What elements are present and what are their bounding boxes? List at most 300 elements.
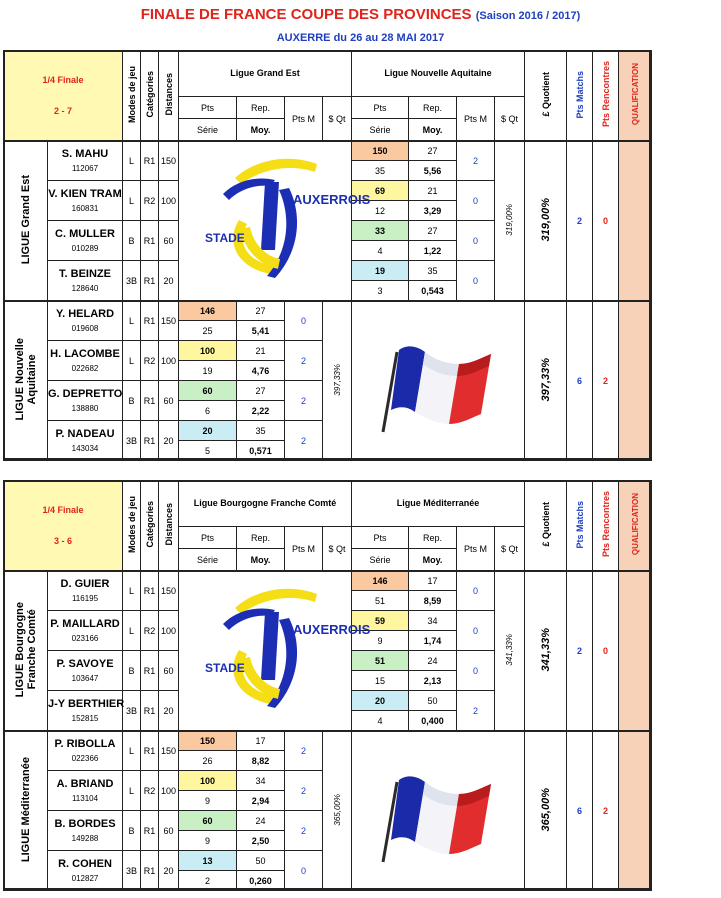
serie-value: 9 (204, 835, 210, 846)
category-cell (141, 261, 159, 301)
category-cell (141, 811, 159, 851)
mode-value: B (128, 395, 135, 406)
player-name: A. BRIAND (56, 778, 114, 790)
match-points-cell (457, 141, 495, 181)
qualification-header-text: QUALIFICATION (630, 493, 640, 556)
qualification-cell (619, 731, 652, 891)
average-cell (237, 401, 285, 421)
mode-value: B (128, 665, 135, 676)
pts-header-text: Pts (200, 532, 214, 543)
serie-cell (352, 241, 409, 261)
logo-cell (179, 571, 371, 731)
player-name: R. COHEN (58, 858, 112, 870)
average-value: 1,22 (423, 245, 442, 256)
sq-value: 397,33% (332, 363, 342, 396)
reprises-cell (409, 691, 457, 711)
quotient-value: 341,33% (539, 627, 552, 672)
average-value: 0,543 (421, 285, 444, 296)
player-cell (48, 221, 123, 261)
points-cell (179, 381, 237, 401)
player-name: D. GUIER (60, 578, 110, 590)
pts-rencontres-header (593, 481, 619, 571)
distance-cell (159, 851, 179, 891)
reprises-value: 24 (427, 655, 438, 666)
pts-header-b (352, 527, 409, 549)
player-name: P. RIBOLLA (54, 738, 116, 750)
match-points-cell (285, 851, 323, 891)
pts-matchs-value: 2 (577, 645, 583, 656)
rep-header-a (237, 527, 285, 549)
player-license: 116195 (71, 594, 99, 603)
team-side-label-line2: Aquitaine (25, 354, 38, 405)
distance-cell (159, 301, 179, 341)
category-value: R2 (143, 625, 156, 636)
match-points-value: 2 (473, 705, 479, 716)
distance-value: 100 (160, 195, 177, 206)
round-label (4, 51, 123, 141)
pts-m-header-a (285, 527, 323, 571)
mode-cell (123, 611, 141, 651)
match-points-value: 2 (300, 745, 306, 756)
serie-cell (179, 441, 237, 461)
pts-matchs-value: 6 (577, 375, 583, 386)
player-name: P. SAVOYE (56, 658, 114, 670)
serie-header-text: Série (369, 554, 391, 565)
average-value: 5,41 (251, 325, 270, 336)
serie-value: 12 (375, 205, 386, 216)
reprises-value: 17 (255, 735, 266, 746)
player-license: 023166 (71, 634, 99, 643)
serie-cell (179, 831, 237, 851)
logo-stade-text: STADE (205, 660, 245, 675)
quotient-cell (525, 731, 567, 891)
stade-auxerrois-logo (179, 580, 371, 720)
mode-cell (123, 181, 141, 221)
category-value: R1 (143, 275, 156, 286)
points-cell (352, 261, 409, 281)
points-value: 19 (375, 265, 386, 276)
match-points-cell (285, 381, 323, 421)
quotient-value: 319,00% (539, 197, 552, 242)
qualification-cell (619, 301, 652, 461)
team-side-cell (4, 571, 48, 731)
reprises-value: 17 (427, 575, 438, 586)
category-value: R1 (143, 745, 156, 756)
match-points-value: 0 (473, 275, 479, 286)
mode-cell (123, 261, 141, 301)
average-cell (409, 161, 457, 181)
points-cell (352, 221, 409, 241)
category-cell (141, 691, 159, 731)
distances-header-text: Distances (163, 503, 174, 546)
player-cell (48, 261, 123, 301)
qualification-cell (619, 141, 652, 301)
pts-header-b (352, 97, 409, 119)
serie-value: 25 (202, 325, 213, 336)
pts-matchs-value: 6 (577, 805, 583, 816)
match-points-cell (285, 771, 323, 811)
mode-value: 3B (125, 705, 137, 716)
distance-cell (159, 731, 179, 771)
mode-cell (123, 221, 141, 261)
category-value: R1 (143, 315, 156, 326)
moy-header-a (237, 549, 285, 571)
points-value: 100 (199, 345, 216, 356)
player-cell (48, 611, 123, 651)
mode-value: L (128, 785, 134, 796)
distance-value: 20 (163, 865, 174, 876)
match-block-1 (3, 50, 717, 468)
player-name: T. BEINZE (59, 268, 111, 280)
pts-m-header-text: Pts M (464, 113, 488, 124)
league-b-header (352, 51, 525, 97)
mode-cell (123, 341, 141, 381)
sq-value: 319,00% (505, 203, 515, 236)
player-license: 112067 (71, 164, 99, 173)
league-b-header (352, 481, 525, 527)
distance-cell (159, 381, 179, 421)
category-value: R2 (143, 195, 156, 206)
round-label (4, 481, 123, 571)
reprises-value: 35 (255, 425, 266, 436)
category-cell (141, 731, 159, 771)
serie-header-text: Série (196, 554, 218, 565)
pts-rencontres-value: 2 (603, 375, 609, 386)
team-side-cell (4, 301, 48, 461)
distance-value: 60 (163, 825, 174, 836)
serie-value: 4 (377, 245, 383, 256)
reprises-value: 27 (255, 305, 266, 316)
reprises-cell (237, 771, 285, 791)
player-name: S. MAHU (61, 148, 109, 160)
player-cell (48, 731, 123, 771)
points-cell (179, 851, 237, 871)
match-block-2 (3, 480, 717, 893)
reprises-value: 34 (255, 775, 266, 786)
category-cell (141, 771, 159, 811)
team-side-label-line1: LIGUE Nouvelle (13, 338, 26, 421)
player-cell (48, 381, 123, 421)
sq-cell (495, 571, 525, 731)
points-cell (352, 691, 409, 711)
mode-value: B (128, 235, 135, 246)
quotient-header (525, 481, 567, 571)
category-cell (141, 651, 159, 691)
pts-matchs-header (567, 481, 593, 571)
serie-cell (352, 671, 409, 691)
reprises-value: 50 (255, 855, 266, 866)
player-cell (48, 421, 123, 461)
player-license: 152815 (71, 714, 99, 723)
qualification-header-text: QUALIFICATION (630, 63, 640, 126)
categories-header (141, 51, 159, 141)
team-side-label: LIGUE Grand Est (19, 174, 32, 265)
points-value: 150 (372, 145, 388, 156)
player-name: P. NADEAU (55, 428, 115, 440)
match-points-value: 2 (300, 395, 306, 406)
distance-cell (159, 421, 179, 461)
flag-cell (352, 301, 525, 461)
player-cell (48, 571, 123, 611)
serie-value: 3 (377, 285, 383, 296)
team-side-cell (4, 141, 48, 301)
serie-cell (179, 401, 237, 421)
serie-cell (179, 361, 237, 381)
distances-header (159, 51, 179, 141)
category-cell (141, 181, 159, 221)
points-value: 51 (375, 655, 386, 666)
serie-value: 15 (375, 675, 386, 686)
mode-value: L (128, 315, 134, 326)
reprises-value: 21 (255, 345, 266, 356)
mode-value: 3B (125, 275, 137, 286)
logo-auxerrois-text: AUXERROIS (293, 621, 371, 637)
pts-header-text: Pts (373, 102, 387, 113)
distance-cell (159, 261, 179, 301)
player-cell (48, 811, 123, 851)
player-name: Y. HELARD (55, 308, 115, 320)
serie-value: 4 (377, 715, 383, 726)
points-cell (179, 731, 237, 751)
league-a-header (179, 481, 352, 527)
mode-cell (123, 771, 141, 811)
moy-header-text: Moy. (250, 124, 271, 135)
round-name: 1/4 Finale (42, 74, 84, 85)
pts-header-a (179, 97, 237, 119)
match-points-cell (457, 611, 495, 651)
match-points-cell (457, 651, 495, 691)
player-cell (48, 691, 123, 731)
s-qt-header-a (323, 97, 352, 141)
reprises-cell (409, 651, 457, 671)
serie-cell (352, 281, 409, 301)
category-cell (141, 301, 159, 341)
reprises-value: 24 (255, 815, 266, 826)
category-value: R1 (143, 705, 156, 716)
reprises-cell (237, 851, 285, 871)
player-name: J-Y BERTHIER (48, 698, 125, 710)
pts-rencontres-header-text: Pts Rencontres (600, 491, 611, 558)
league-a-name: Ligue Bourgogne Franche Comté (193, 498, 337, 508)
league-b-name: Ligue Méditerranée (396, 498, 480, 508)
category-cell (141, 141, 159, 181)
pts-matchs-cell (567, 731, 593, 891)
mode-value: B (128, 825, 135, 836)
reprises-cell (409, 571, 457, 591)
category-value: R1 (143, 665, 156, 676)
player-license: 103647 (71, 674, 99, 683)
category-value: R2 (143, 785, 156, 796)
points-value: 150 (199, 735, 216, 746)
match-points-value: 0 (300, 865, 306, 876)
serie-header-b (352, 119, 409, 141)
serie-value: 51 (375, 595, 386, 606)
points-value: 146 (372, 575, 388, 586)
team-side-label (14, 338, 38, 421)
s-qt-header-text: $ Qt (328, 543, 346, 554)
match-points-value: 2 (300, 355, 306, 366)
pts-rencontres-value: 0 (603, 215, 609, 226)
match-points-value: 0 (473, 585, 479, 596)
rep-header-text: Rep. (423, 532, 443, 543)
match-points-cell (285, 301, 323, 341)
league-b-name: Ligue Nouvelle Aquitaine (384, 68, 492, 78)
team-side-label (14, 602, 38, 697)
quotient-value: 365,00% (539, 787, 552, 832)
points-value: 59 (375, 615, 386, 626)
average-value: 0,260 (249, 875, 272, 886)
round-pairing: 2 - 7 (53, 105, 72, 116)
s-qt-header-b (495, 97, 525, 141)
logo-stade-text: STADE (205, 230, 245, 245)
mode-value: L (128, 745, 134, 756)
distance-value: 150 (160, 745, 177, 756)
quotient-value: 397,33% (539, 357, 552, 402)
points-cell (352, 651, 409, 671)
match-points-value: 2 (300, 785, 306, 796)
distance-value: 150 (160, 155, 177, 166)
player-name: C. MULLER (55, 228, 115, 240)
event-subtitle: AUXERRE du 26 au 28 MAI 2017 (276, 32, 445, 44)
season-text: (Saison 2016 / 2017) (475, 10, 581, 22)
serie-value: 2 (204, 875, 210, 886)
average-value: 0,571 (249, 445, 272, 456)
mode-value: L (128, 625, 134, 636)
sq-cell (323, 301, 352, 461)
category-value: R1 (143, 235, 156, 246)
distance-value: 60 (163, 235, 174, 246)
league-a-header (179, 51, 352, 97)
logo-auxerrois-text: AUXERROIS (293, 191, 371, 207)
serie-value: 6 (204, 405, 210, 416)
title-text: FINALE DE FRANCE COUPE DES PROVINCES (140, 6, 472, 23)
pts-matchs-header (567, 51, 593, 141)
match-points-value: 0 (473, 195, 479, 206)
points-value: 33 (375, 225, 386, 236)
reprises-value: 35 (427, 265, 438, 276)
average-cell (237, 831, 285, 851)
category-value: R2 (143, 355, 156, 366)
distance-cell (159, 571, 179, 611)
match-points-cell (285, 341, 323, 381)
distance-value: 60 (163, 395, 174, 406)
rep-header-text: Rep. (250, 102, 270, 113)
serie-value: 9 (204, 795, 210, 806)
pts-header-text: Pts (200, 102, 214, 113)
serie-cell (179, 321, 237, 341)
team-side-label: LIGUE Méditerranée (19, 756, 32, 863)
distance-cell (159, 811, 179, 851)
match-points-cell (285, 421, 323, 461)
qualification-cell (619, 571, 652, 731)
serie-value: 26 (202, 755, 213, 766)
pts-m-header-b (457, 97, 495, 141)
pts-header-a (179, 527, 237, 549)
distance-value: 100 (160, 625, 177, 636)
category-cell (141, 421, 159, 461)
reprises-value: 50 (427, 695, 438, 706)
serie-cell (352, 711, 409, 731)
points-value: 69 (375, 185, 386, 196)
results-table (3, 50, 652, 461)
points-cell (179, 341, 237, 361)
player-license: 143034 (71, 444, 99, 453)
category-cell (141, 221, 159, 261)
player-license: 149288 (71, 834, 99, 843)
distance-value: 20 (163, 705, 174, 716)
serie-header-a (179, 119, 237, 141)
distance-cell (159, 691, 179, 731)
pts-matchs-header-text: Pts Matchs (574, 500, 585, 549)
match-points-cell (285, 811, 323, 851)
average-cell (409, 201, 457, 221)
reprises-value: 21 (427, 185, 438, 196)
mode-cell (123, 381, 141, 421)
average-cell (409, 671, 457, 691)
points-cell (179, 771, 237, 791)
average-cell (237, 361, 285, 381)
distance-cell (159, 221, 179, 261)
s-qt-header-text: $ Qt (501, 113, 519, 124)
categories-header-text: Catégories (144, 71, 155, 118)
points-value: 20 (375, 695, 386, 706)
average-value: 2,13 (423, 675, 442, 686)
player-cell (48, 851, 123, 891)
serie-header-a (179, 549, 237, 571)
distance-value: 150 (160, 315, 177, 326)
reprises-cell (237, 341, 285, 361)
league-a-name: Ligue Grand Est (230, 68, 300, 78)
pts-m-header-text: Pts M (291, 113, 315, 124)
rep-header-text: Rep. (250, 532, 270, 543)
categories-header-text: Catégories (144, 501, 155, 548)
moy-header-text: Moy. (422, 554, 443, 565)
french-flag-image (353, 750, 523, 870)
average-value: 4,76 (251, 365, 270, 376)
points-value: 60 (202, 815, 213, 826)
qualification-header (619, 481, 652, 571)
reprises-value: 27 (255, 385, 266, 396)
mode-cell (123, 421, 141, 461)
distance-value: 150 (160, 585, 177, 596)
team-side-label-line2: Franche Comté (25, 609, 38, 690)
serie-cell (352, 161, 409, 181)
player-name: P. MAILLARD (50, 618, 120, 630)
pts-m-header-b (457, 527, 495, 571)
pts-rencontres-cell (593, 571, 619, 731)
pts-matchs-cell (567, 301, 593, 461)
sq-cell (323, 731, 352, 891)
s-qt-header-b (495, 527, 525, 571)
player-name: V. KIEN TRAM (48, 188, 122, 200)
pts-m-header-text: Pts M (291, 543, 315, 554)
s-qt-header-text: $ Qt (501, 543, 519, 554)
distance-cell (159, 341, 179, 381)
average-value: 8,59 (423, 595, 442, 606)
match-points-cell (457, 181, 495, 221)
player-cell (48, 341, 123, 381)
category-cell (141, 851, 159, 891)
page-title (0, 6, 721, 23)
rep-header-a (237, 97, 285, 119)
pts-header-text: Pts (373, 532, 387, 543)
player-license: 019608 (71, 324, 99, 333)
points-cell (179, 811, 237, 831)
average-value: 2,22 (251, 405, 270, 416)
mode-cell (123, 141, 141, 181)
team-side-label-line1: LIGUE Bourgogne (13, 601, 26, 698)
player-license: 128640 (71, 284, 99, 293)
